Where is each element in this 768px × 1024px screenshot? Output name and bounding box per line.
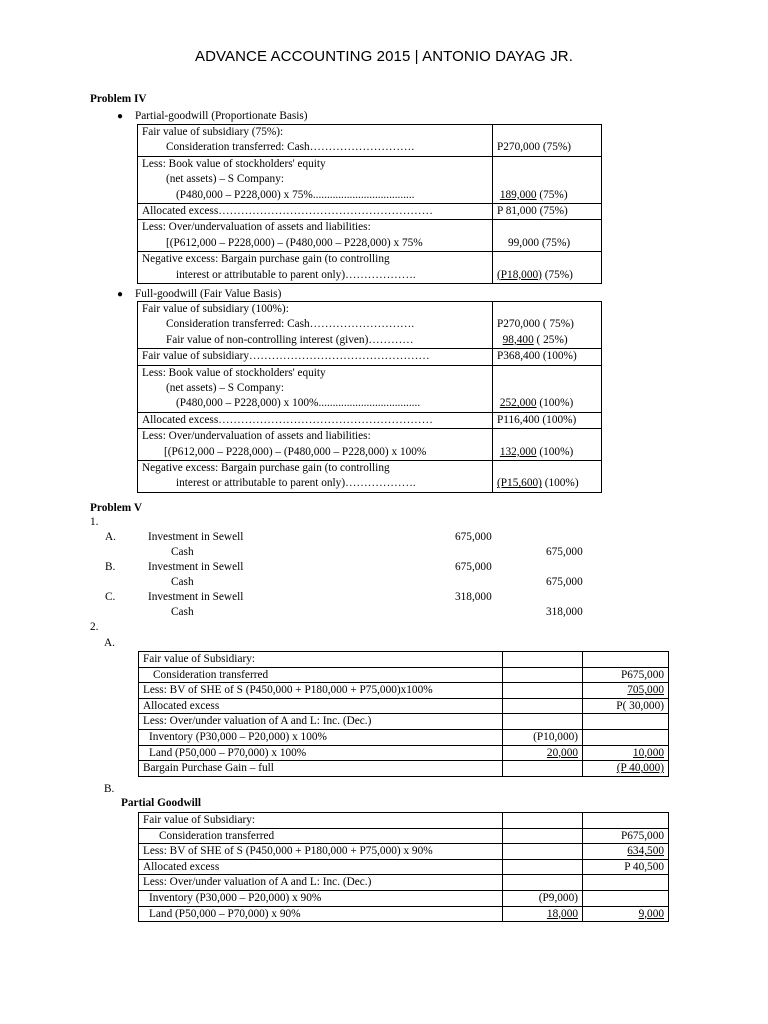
row-label: Less: Book value of stockholders' equity [142, 366, 326, 379]
row-label: Consideration transferred [139, 828, 503, 844]
column-3-cell: P675,000 [583, 667, 669, 683]
table-row [139, 875, 669, 891]
amount-cell: 99,000 (75%) [493, 220, 602, 252]
row-label: Less: Over/under valuation of A and L: Inc. (Dec.) [139, 875, 503, 891]
amount-underlined: 189,000 [499, 188, 537, 201]
credit-account: Cash [171, 606, 194, 618]
debit-amount: 318,000 [455, 591, 492, 603]
table-row [138, 220, 602, 252]
partial-goodwill-label: Partial-goodwill (Proportionate Basis) [135, 110, 308, 122]
column-2-cell [503, 761, 583, 777]
debit-amount: 675,000 [455, 531, 492, 543]
column-2-cell [503, 844, 583, 860]
full-goodwill-table [137, 301, 602, 493]
row-label: Fair value of Subsidiary: [139, 652, 503, 668]
column-2-cell: 20,000 [546, 746, 578, 759]
credit-account: Cash [171, 546, 194, 558]
amount-cell [493, 461, 602, 493]
amount-cell: P116,400 (100%) [493, 412, 602, 428]
credit-amount: 675,000 [546, 546, 583, 558]
column-3-cell: P 40,500 [583, 859, 669, 875]
table-row [139, 906, 669, 922]
column-2-cell [503, 875, 583, 891]
row-label: Negative excess: Bargain purchase gain (to controlling [142, 253, 390, 266]
table-row [139, 859, 669, 875]
row-label: Consideration transferred [139, 667, 503, 683]
row-label: interest or attributable to parent only)………………. [176, 268, 416, 281]
item-number: 1. [90, 516, 99, 528]
row-label: (P480,000 – P228,000) x 75%.................................... [176, 188, 415, 201]
column-2-cell [503, 828, 583, 844]
row-label: Fair value of subsidiary (75%): [142, 126, 284, 138]
table-row [138, 252, 602, 284]
column-3-cell: 9,000 [638, 907, 664, 920]
row-label: Less: BV of SHE of S (P450,000 + P180,000 + P75,000)x100% [139, 683, 503, 699]
row-label: Consideration transferred: Cash………………………. [166, 141, 415, 154]
row-label: Fair value of Subsidiary: [139, 813, 503, 829]
column-3-cell [583, 729, 669, 745]
row-label: Allocated excess [139, 859, 503, 875]
column-3-cell: (P 40,000) [616, 762, 664, 775]
credit-account: Cash [171, 576, 194, 588]
table-row [139, 667, 669, 683]
column-2-cell: (P9,000) [503, 890, 583, 906]
table-row [139, 813, 669, 829]
column-3-cell [583, 714, 669, 730]
row-label: Land (P50,000 – P70,000) x 100% [139, 745, 503, 761]
column-3-cell: 634,500 [627, 845, 664, 858]
partial-goodwill-table [137, 124, 602, 284]
amount-underlined: (P18,000) [497, 268, 542, 281]
column-3-cell: P675,000 [583, 828, 669, 844]
column-3-cell [583, 875, 669, 891]
part-letter: B. [104, 783, 115, 795]
amount-line: P270,000 ( 75%) [497, 318, 574, 331]
column-2-cell [503, 859, 583, 875]
column-3-cell: P( 30,000) [583, 698, 669, 714]
table-row [138, 204, 602, 220]
amount-cell: P 81,000 (75%) [493, 204, 602, 220]
column-2-cell [503, 698, 583, 714]
table-row [138, 365, 602, 412]
row-label: Less: BV of SHE of S (P450,000 + P180,000 + P75,000) x 90% [139, 844, 503, 860]
row-label: (net assets) – S Company: [166, 173, 284, 186]
amount-cell: P270,000 (75%) [493, 125, 602, 157]
row-label: Consideration transferred: Cash………………………. [166, 318, 415, 331]
amount-cell: P368,400 (100%) [493, 349, 602, 365]
row-label: Less: Over/under valuation of A and L: Inc. (Dec.) [139, 714, 503, 730]
full-goodwill-label: Full-goodwill (Fair Value Basis) [135, 288, 282, 300]
entry-letter: A. [105, 531, 116, 543]
debit-amount: 675,000 [455, 561, 492, 573]
column-3-cell [583, 890, 669, 906]
row-label: Allocated excess………………………………………………… [138, 412, 493, 428]
row-label: Bargain Purchase Gain – full [139, 761, 503, 777]
row-label: Less: Over/undervaluation of assets and liabilities: [142, 430, 371, 443]
amount-suffix: (100%) [536, 397, 574, 410]
row-label: [(P612,000 – P228,000) – (P480,000 – P228,000) x 100% [164, 445, 427, 458]
column-3-cell [583, 813, 669, 829]
amount-suffix: (100%) [536, 445, 574, 458]
column-2-cell: (P10,000) [503, 729, 583, 745]
column-2-cell [503, 813, 583, 829]
row-label: Negative excess: Bargain purchase gain (to controlling [142, 462, 390, 475]
table-row [138, 412, 602, 428]
table-row [139, 698, 669, 714]
row-label: (P480,000 – P228,000) x 100%.................................... [176, 397, 421, 410]
problem-v-title: Problem V [90, 502, 142, 514]
row-label: Allocated excess………………………………………………… [138, 204, 493, 220]
table-row [139, 844, 669, 860]
row-label: Fair value of non-controlling interest (given)………… [166, 333, 414, 346]
row-label: Less: Book value of stockholders' equity [142, 157, 326, 170]
table-row [139, 745, 669, 761]
bullet-icon: ● [117, 289, 124, 300]
amount-cell [493, 302, 602, 349]
table-row [139, 729, 669, 745]
table-row [138, 302, 602, 349]
table-row [139, 714, 669, 730]
row-label: interest or attributable to parent only)………………. [176, 477, 416, 490]
debit-account: Investment in Sewell [148, 591, 244, 603]
table-row [138, 461, 602, 493]
row-label: Allocated excess [139, 698, 503, 714]
entry-letter: C. [105, 591, 116, 603]
column-2-cell [503, 652, 583, 668]
item-number: 2. [90, 621, 99, 633]
table-row [138, 429, 602, 461]
table-row [139, 652, 669, 668]
amount-underlined: 98,400 [502, 333, 534, 346]
row-label: Inventory (P30,000 – P20,000) x 90% [139, 890, 503, 906]
partial-goodwill-computation-table [138, 812, 669, 922]
entry-letter: B. [105, 561, 116, 573]
amount-cell [493, 365, 602, 412]
amount-suffix: (100%) [541, 477, 579, 490]
table-row [139, 761, 669, 777]
amount-cell [493, 156, 602, 203]
row-label: Less: Over/undervaluation of assets and liabilities: [142, 221, 371, 234]
row-label: Fair value of subsidiary (100%): [142, 303, 289, 315]
problem-iv-title: Problem IV [90, 93, 147, 105]
table-row [138, 349, 602, 365]
row-label: Land (P50,000 – P70,000) x 90% [139, 906, 503, 922]
amount-cell [493, 252, 602, 284]
amount-underlined: 252,000 [499, 397, 537, 410]
row-label: Inventory (P30,000 – P20,000) x 100% [139, 729, 503, 745]
amount-suffix: (75%) [536, 188, 568, 201]
part-letter: A. [104, 637, 115, 649]
amount-underlined: (P15,600) [497, 477, 542, 490]
credit-amount: 675,000 [546, 576, 583, 588]
credit-amount: 318,000 [546, 606, 583, 618]
column-3-cell: 705,000 [627, 684, 664, 697]
column-2-cell [503, 667, 583, 683]
debit-account: Investment in Sewell [148, 561, 244, 573]
column-2-cell: 18,000 [546, 907, 578, 920]
column-2-cell [503, 714, 583, 730]
row-label: [(P612,000 – P228,000) – (P480,000 – P228,000) x 75% [166, 236, 423, 249]
amount-cell [493, 429, 602, 461]
row-label: Fair value of subsidiary………………………………………… [138, 349, 493, 365]
page-header: ADVANCE ACCOUNTING 2015 | ANTONIO DAYAG JR. [194, 48, 573, 65]
amount-suffix: (75%) [541, 268, 573, 281]
table-row [139, 683, 669, 699]
table-row [139, 890, 669, 906]
amount-suffix: ( 25%) [533, 333, 568, 346]
column-2-cell [503, 683, 583, 699]
row-label: (net assets) – S Company: [166, 382, 284, 395]
debit-account: Investment in Sewell [148, 531, 244, 543]
table-row [139, 828, 669, 844]
bullet-icon: ● [117, 111, 124, 122]
amount-underlined: 132,000 [499, 445, 537, 458]
table-row [138, 125, 602, 157]
column-3-cell: 10,000 [632, 746, 664, 759]
column-3-cell [583, 652, 669, 668]
full-goodwill-computation-table [138, 651, 669, 777]
partial-goodwill-subtitle: Partial Goodwill [121, 797, 202, 809]
table-row [138, 156, 602, 203]
